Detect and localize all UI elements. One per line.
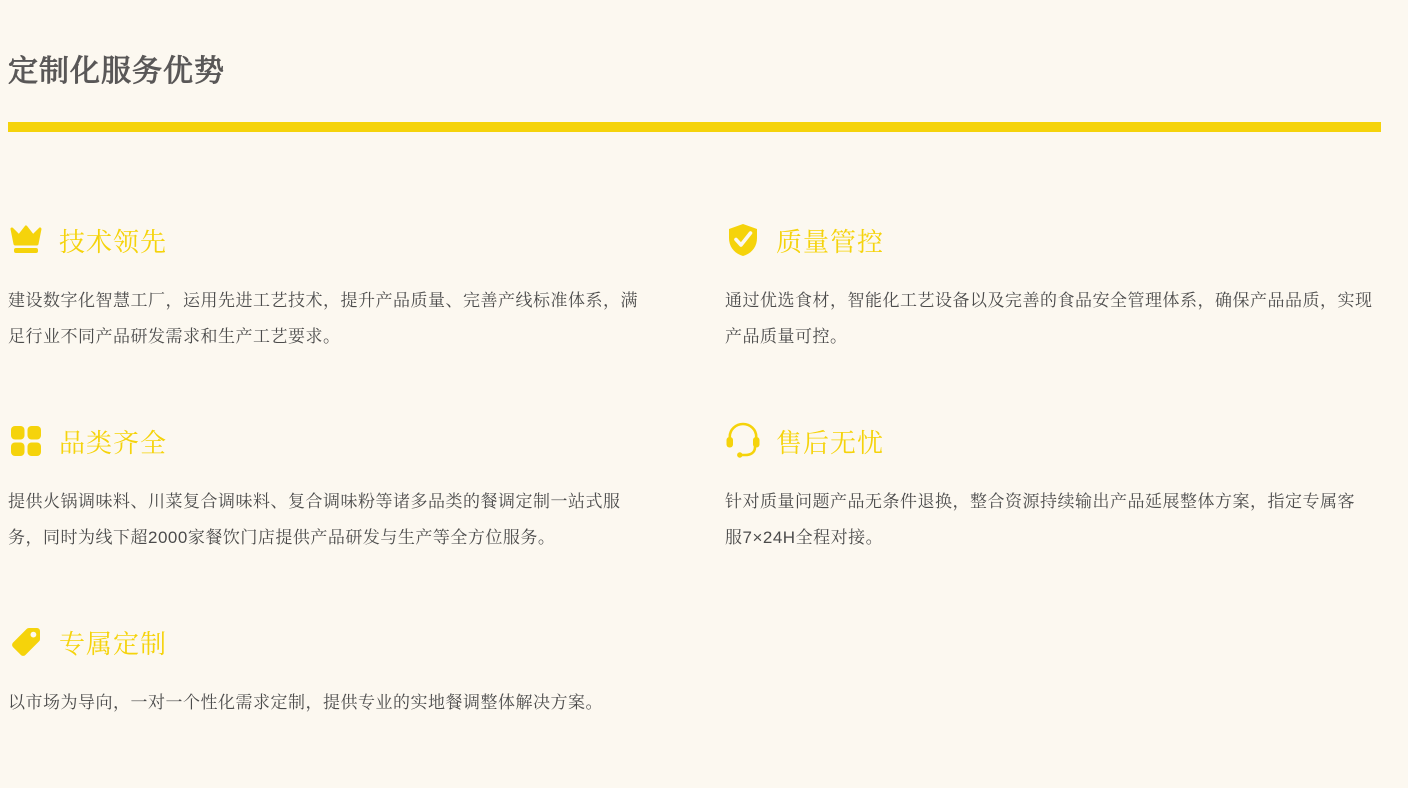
feature-description-line: 足行业不同产品研发需求和生产工艺要求。 <box>8 327 341 346</box>
feature-title: 售后无忧 <box>776 427 885 458</box>
feature-head <box>8 424 725 458</box>
feature-description-line: 以市场为导向，一对一个性化需求定制，提供专业的实地餐调整体解决方案。 <box>8 693 603 712</box>
feature-description-line: 产品质量可控。 <box>725 327 848 346</box>
grid-icon <box>8 423 44 459</box>
accent-divider <box>8 122 1381 132</box>
crown-icon <box>8 222 44 258</box>
feature-description-line: 针对质量问题产品无条件退换，整合资源持续输出产品延展整体方案，指定专属客 <box>725 492 1355 511</box>
tag-icon <box>8 624 44 660</box>
feature-description <box>8 484 725 556</box>
feature-description-line: 提供火锅调味料、川菜复合调味料、复合调味粉等诸多品类的餐调定制一站式服 <box>8 492 621 511</box>
feature-title: 技术领先 <box>59 226 168 257</box>
feature-head <box>725 223 1381 257</box>
page-title: 定制化服务优势 <box>8 55 225 88</box>
feature-item-full-categories <box>8 424 725 625</box>
feature-description-line: 服7×24H全程对接。 <box>725 528 884 547</box>
feature-description <box>725 484 1381 556</box>
feature-description <box>725 283 1381 355</box>
feature-description-line: 通过优选食材，智能化工艺设备以及完善的食品安全管理体系，确保产品品质，实现 <box>725 291 1373 310</box>
shield-check-icon <box>725 222 761 258</box>
feature-head <box>8 223 725 257</box>
feature-head <box>8 625 725 659</box>
feature-item-tech-leading <box>8 223 725 424</box>
feature-description <box>8 685 725 721</box>
feature-description-line: 建设数字化智慧工厂，运用先进工艺技术，提升产品质量、完善产线标准体系，满 <box>8 291 638 310</box>
feature-title: 专属定制 <box>59 628 168 659</box>
feature-title: 品类齐全 <box>59 427 168 458</box>
feature-grid <box>8 223 1381 721</box>
feature-description-line: 务，同时为线下超2000家餐饮门店提供产品研发与生产等全方位服务。 <box>8 528 556 547</box>
feature-description <box>8 283 725 355</box>
headset-icon <box>725 423 761 459</box>
feature-head <box>725 424 1381 458</box>
feature-title: 质量管控 <box>776 226 885 257</box>
feature-item-after-sales <box>725 424 1381 625</box>
feature-item-quality-control <box>725 223 1381 424</box>
feature-item-exclusive-customization <box>8 625 725 721</box>
